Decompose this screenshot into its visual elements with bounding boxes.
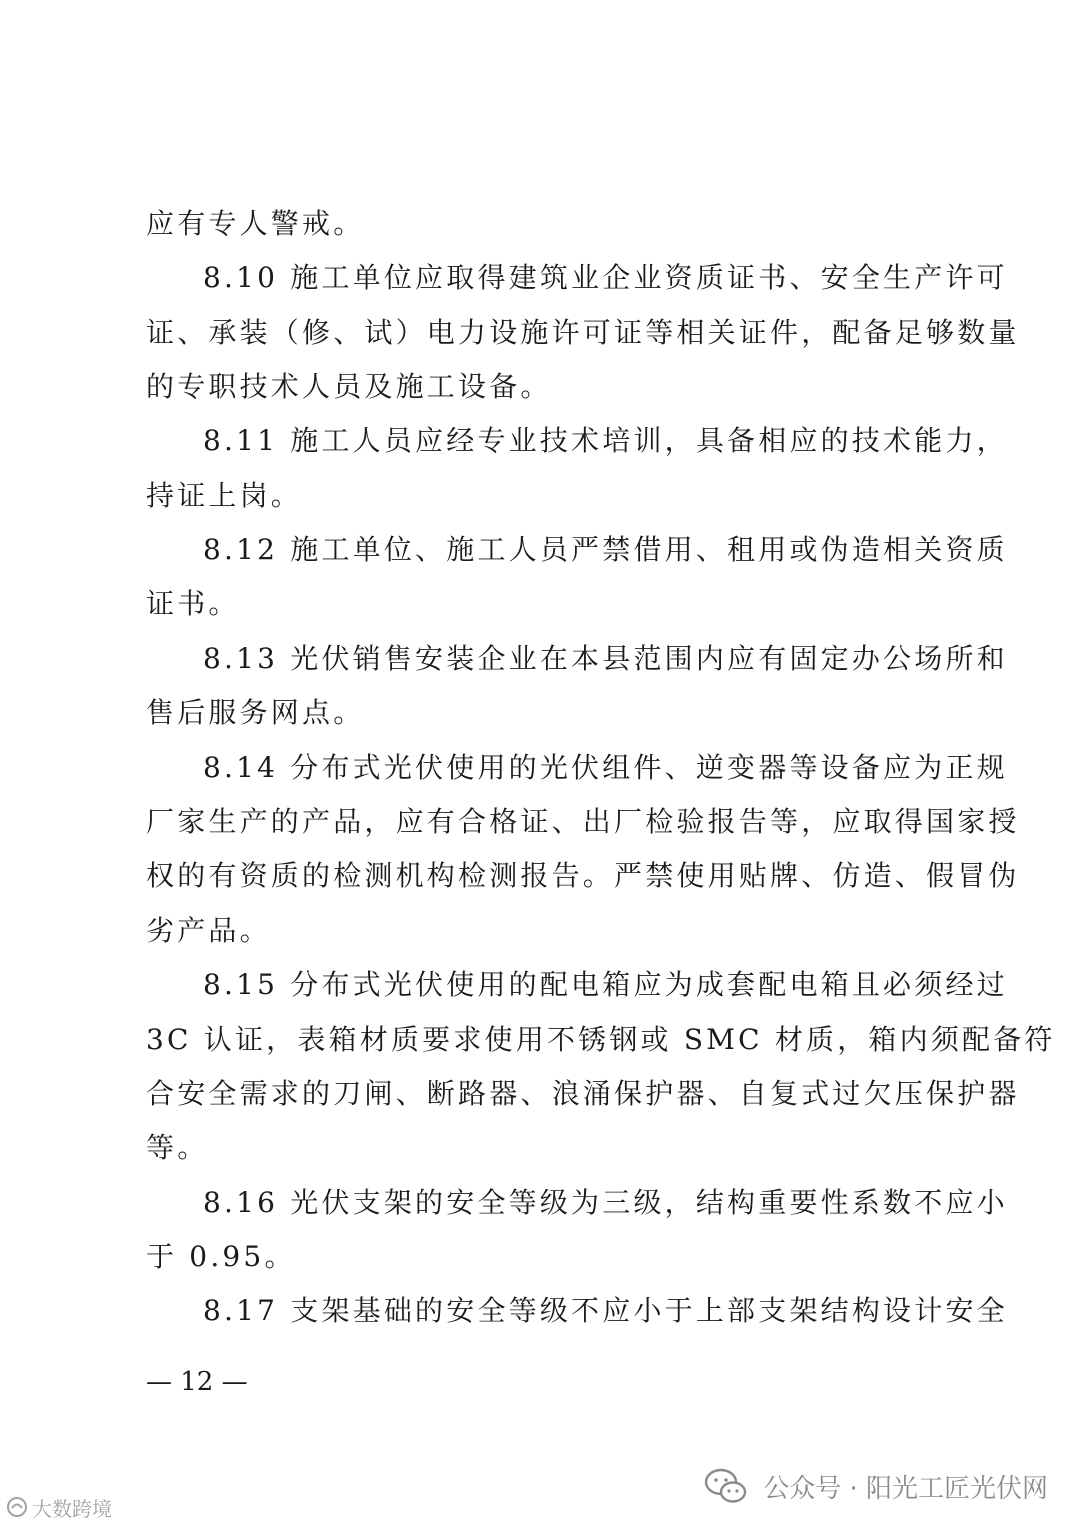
dashuju-logo-icon bbox=[6, 1496, 28, 1518]
clause-8-15-line-1: 8.15 分布式光伏使用的配电箱应为成套配电箱且必须经过 bbox=[203, 968, 1008, 1001]
text-line: 劣产品。 bbox=[146, 914, 271, 947]
page-number: — 12 — bbox=[146, 1367, 248, 1397]
text-line: 证、承装（修、试）电力设施许可证等相关证件，配备足够数量 bbox=[146, 316, 1020, 349]
clause-8-10-line-1: 8.10 施工单位应取得建筑业企业资质证书、安全生产许可 bbox=[203, 261, 1008, 294]
clause-8-16-line-1: 8.16 光伏支架的安全等级为三级，结构重要性系数不应小 bbox=[203, 1186, 1008, 1219]
watermark-right-text: 公众号 · 阳光工匠光伏网 bbox=[763, 1473, 1048, 1504]
text-line: 应有专人警戒。 bbox=[146, 207, 365, 240]
clause-8-11-line-1: 8.11 施工人员应经专业技术培训，具备相应的技术能力， bbox=[203, 424, 1008, 457]
clause-8-13-line-1: 8.13 光伏销售安装企业在本县范围内应有固定办公场所和 bbox=[203, 642, 1008, 675]
clause-8-17-line-1: 8.17 支架基础的安全等级不应小于上部支架结构设计安全 bbox=[203, 1294, 1008, 1327]
text-line: 厂家生产的产品，应有合格证、出厂检验报告等，应取得国家授 bbox=[146, 805, 1020, 838]
watermark-left-text: 大数跨境 bbox=[32, 1496, 112, 1521]
text-line: 3C 认证，表箱材质要求使用不锈钢或 SMC 材质，箱内须配备符 bbox=[146, 1023, 1056, 1056]
watermark-right bbox=[703, 1462, 1048, 1510]
text-line: 于 0.95。 bbox=[146, 1240, 296, 1273]
watermark-left bbox=[6, 1492, 112, 1522]
text-line: 证书。 bbox=[146, 587, 240, 620]
text-line: 售后服务网点。 bbox=[146, 696, 365, 729]
clause-8-12-line-1: 8.12 施工单位、施工人员严禁借用、租用或伪造相关资质 bbox=[203, 533, 1008, 566]
clause-8-14-line-1: 8.14 分布式光伏使用的光伏组件、逆变器等设备应为正规 bbox=[203, 751, 1008, 784]
text-line: 持证上岗。 bbox=[146, 479, 303, 512]
wechat-icon bbox=[703, 1466, 749, 1506]
text-line: 权的有资质的检测机构检测报告。严禁使用贴牌、仿造、假冒伪 bbox=[146, 859, 1020, 892]
text-line: 的专职技术人员及施工设备。 bbox=[146, 370, 552, 403]
text-line: 合安全需求的刀闸、断路器、浪涌保护器、自复式过欠压保护器 bbox=[146, 1077, 1020, 1110]
text-line: 等。 bbox=[146, 1131, 209, 1164]
